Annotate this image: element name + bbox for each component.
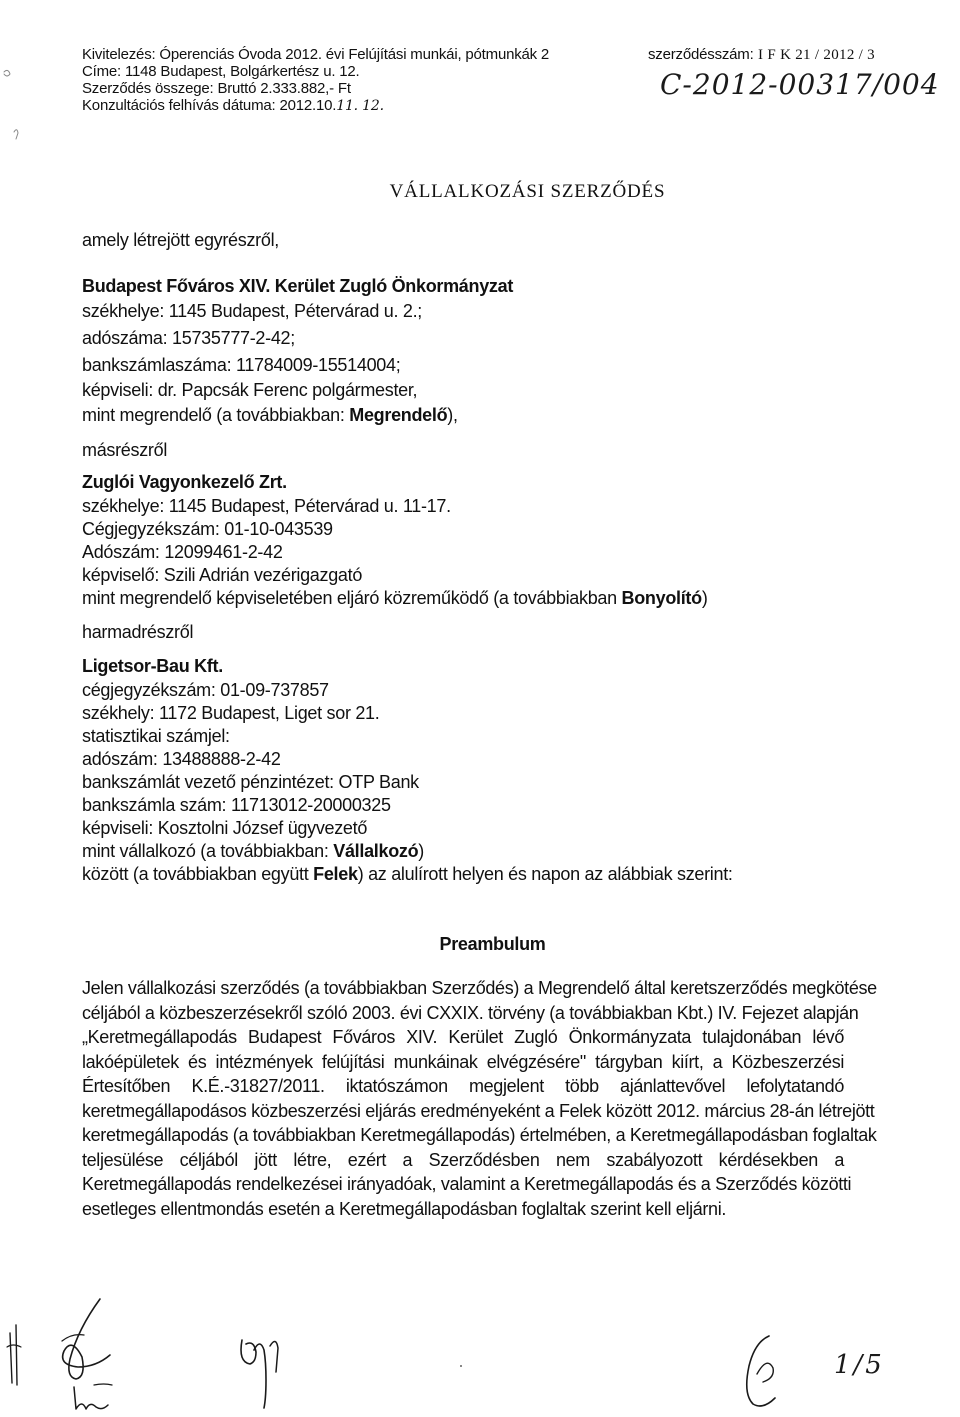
party2-role-suffix: ) xyxy=(701,588,708,608)
preamble-line: lakóépületek és intézmények felújítási munkáinak elvégzésére" tárgyban kiírt, a Közbeszerzési xyxy=(82,1051,844,1072)
party3-representative: képviseli: Kosztolni József ügyvezető xyxy=(82,818,368,838)
scan-dot xyxy=(460,1365,462,1367)
party2-role xyxy=(82,588,708,609)
header-info xyxy=(82,46,582,115)
signature-center xyxy=(232,1330,292,1415)
party3-role-suffix: ) xyxy=(418,841,424,861)
preamble-line: Értesítőben K.É.-31827/2011. iktatószámon megjelent több ajánlattevővel lefolytatandó xyxy=(82,1076,844,1096)
page-number-handwritten: 1/5 xyxy=(834,1350,885,1380)
signature-initials-left xyxy=(0,1295,130,1417)
preamble-line-last: esetleges ellentmondás esetén a Keretmegállapodásban foglaltak szerint kell eljárni. xyxy=(82,1198,727,1219)
margin-mark xyxy=(0,60,30,150)
party3-stat: statisztikai számjel: xyxy=(82,726,230,746)
party1-name: Budapest Főváros XIV. Kerület Zugló Önkormányzat xyxy=(82,276,514,296)
party3-seat: székhely: 1172 Budapest, Liget sor 21. xyxy=(82,703,380,723)
party2-tax: Adószám: 12099461-2-42 xyxy=(82,542,283,562)
party3-name: Ligetsor-Bau Kft. xyxy=(82,656,223,676)
party3-registration: cégjegyzékszám: 01-09-737857 xyxy=(82,680,329,700)
party3-role-bold: Vállalkozó xyxy=(333,841,419,861)
header-line-consultation xyxy=(82,97,582,115)
party1-role xyxy=(82,405,458,426)
party2-role-bold: Bonyolító xyxy=(621,588,702,608)
party3-bank-name: bankszámlát vezető pénzintézet: OTP Bank xyxy=(82,772,419,792)
party3-role-prefix: mint vállalkozó (a továbbiakban: xyxy=(82,841,334,861)
party3-tax: adószám: 13488888-2-42 xyxy=(82,749,281,769)
contract-number-label: szerződésszám: xyxy=(648,46,754,63)
party1-role-prefix: mint megrendelő (a továbbiakban: xyxy=(82,405,350,425)
party2-name: Zuglói Vagyonkezelő Zrt. xyxy=(82,472,287,492)
preamble-body xyxy=(82,976,877,1221)
closing-bold: Felek xyxy=(313,864,358,884)
intro-text: amely létrejött egyrészről, xyxy=(82,230,279,250)
header-line-project: Kivitelezés: Óperenciás Óvoda 2012. évi Felújítási munkái, pótmunkák 2 xyxy=(82,46,550,63)
party1-role-suffix: ), xyxy=(447,405,458,425)
document-title: VÁLLALKOZÁSI SZERZŐDÉS xyxy=(389,181,666,202)
handwritten-registration-number: C-2012-00317/004 xyxy=(660,68,940,101)
preamble-line: keretmegállapodás (a továbbiakban Keretmegállapodás) értelmében, a Keretmegállapodásban foglaltak xyxy=(82,1125,877,1145)
closing-suffix: ) az alulírott helyen és napon az alábbiak szerint: xyxy=(357,864,733,884)
preamble-line: céljából a közbeszerzésekről szóló 2003. évi CXXIX. törvény (a továbbiakban Kbt.) IV. Fejezet alapján xyxy=(82,1002,859,1023)
contract-number xyxy=(648,46,875,64)
party1-tax: adószáma: 15735777-2-42; xyxy=(82,328,295,348)
parties-closing xyxy=(82,864,733,885)
party3-bank-account: bankszámla szám: 11713012-20000325 xyxy=(82,795,391,815)
party2-separator: harmadrészről xyxy=(82,622,194,642)
preamble-line: keretmegállapodásos közbeszerzési eljárás eredményeként a Felek között 2012. március 28-án létrejött xyxy=(82,1100,875,1121)
party1-separator: másrészről xyxy=(82,440,168,460)
preamble-line: Keretmegállapodás rendelkezései irányadóak, valamint a Keretmegállapodás és a Szerződés közötti xyxy=(82,1174,852,1194)
party1-role-bold: Megrendelő xyxy=(349,405,448,425)
consultation-label: Konzultációs felhívás dátuma: 2012.10. xyxy=(82,97,337,114)
consultation-date-handwritten: 11. 12. xyxy=(336,98,384,114)
preamble-line: Jelen vállalkozási szerződés (a továbbiakban Szerződés) a Megrendelő által keretszerződés megkötése xyxy=(82,978,877,998)
header-line-amount: Szerződés összege: Bruttó 2.333.882,- Ft xyxy=(82,80,351,97)
party3-role xyxy=(82,841,424,862)
party1-representative: képviseli: dr. Papcsák Ferenc polgármester, xyxy=(82,380,418,400)
preamble-heading: Preambulum xyxy=(439,934,546,954)
closing-prefix: között (a továbbiakban együtt xyxy=(82,864,314,884)
party1-seat: székhelye: 1145 Budapest, Pétervárad u. 2.; xyxy=(82,301,422,321)
contract-number-value: I F K 21 / 2012 / 3 xyxy=(758,47,875,63)
preamble-line: teljesülése céljából jött létre, ezért a Szerződésben nem szabályozott kérdésekben a xyxy=(82,1149,844,1170)
party2-representative: képviselő: Szili Adrián vezérigazgató xyxy=(82,565,363,585)
party1-bank: bankszámlaszáma: 11784009-15514004; xyxy=(82,355,401,375)
header-line-address: Címe: 1148 Budapest, Bolgárkertész u. 12. xyxy=(82,63,360,80)
party2-registration: Cégjegyzékszám: 01-10-043539 xyxy=(82,519,333,539)
preamble-line: „Keretmegállapodás Budapest Főváros XIV. Kerület Zugló Önkormányzata tulajdonában lévő xyxy=(82,1027,844,1047)
party2-role-prefix: mint megrendelő képviseletében eljáró közreműködő (a továbbiakban xyxy=(82,588,622,608)
signature-initials-right xyxy=(735,1330,810,1415)
party2-seat: székhelye: 1145 Budapest, Pétervárad u. 11-17. xyxy=(82,496,451,516)
